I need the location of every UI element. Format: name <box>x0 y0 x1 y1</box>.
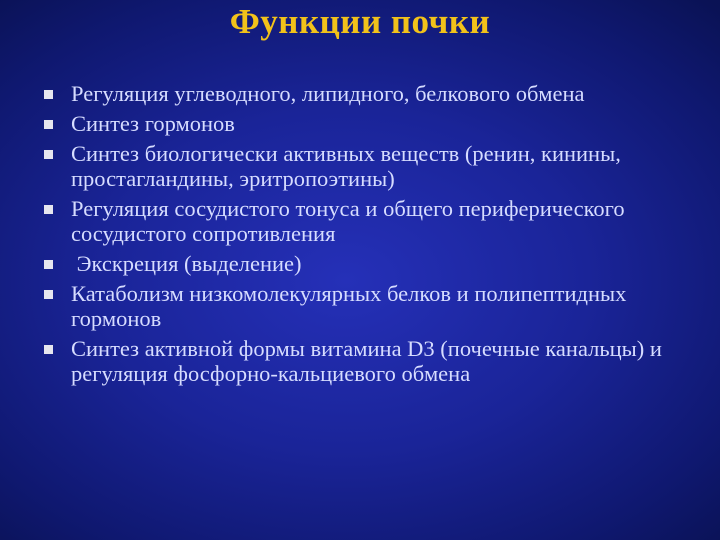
square-bullet-icon <box>44 150 53 159</box>
list-item <box>44 251 704 276</box>
square-bullet-icon <box>44 120 53 129</box>
list-item <box>44 281 704 331</box>
slide-title: Функции почки <box>229 2 491 41</box>
list-item-text: Синтез активной формы витамина D3 (почечные канальцы) и регуляция фосфорно-кальциевого обмена <box>71 336 662 386</box>
list-item <box>44 81 704 106</box>
square-bullet-icon <box>44 345 53 354</box>
list-item <box>44 141 704 191</box>
list-item-text: Синтез биологически активных веществ (ренин, кинины, простагландины, эритропоэтины) <box>71 141 621 191</box>
list-item-text: Синтез гормонов <box>71 111 235 136</box>
square-bullet-icon <box>44 205 53 214</box>
list-item <box>44 196 704 246</box>
square-bullet-icon <box>44 260 53 269</box>
square-bullet-icon <box>44 90 53 99</box>
square-bullet-icon <box>44 290 53 299</box>
bullet-list <box>44 81 704 391</box>
list-item-text: Регуляция углеводного, липидного, белкового обмена <box>71 81 585 106</box>
list-item <box>44 336 704 386</box>
list-item-text: Экскреция (выделение) <box>71 251 302 276</box>
list-item <box>44 111 704 136</box>
list-item-text: Регуляция сосудистого тонуса и общего периферического сосудистого сопротивления <box>71 196 625 246</box>
list-item-text: Катаболизм низкомолекулярных белков и полипептидных гормонов <box>71 281 627 331</box>
